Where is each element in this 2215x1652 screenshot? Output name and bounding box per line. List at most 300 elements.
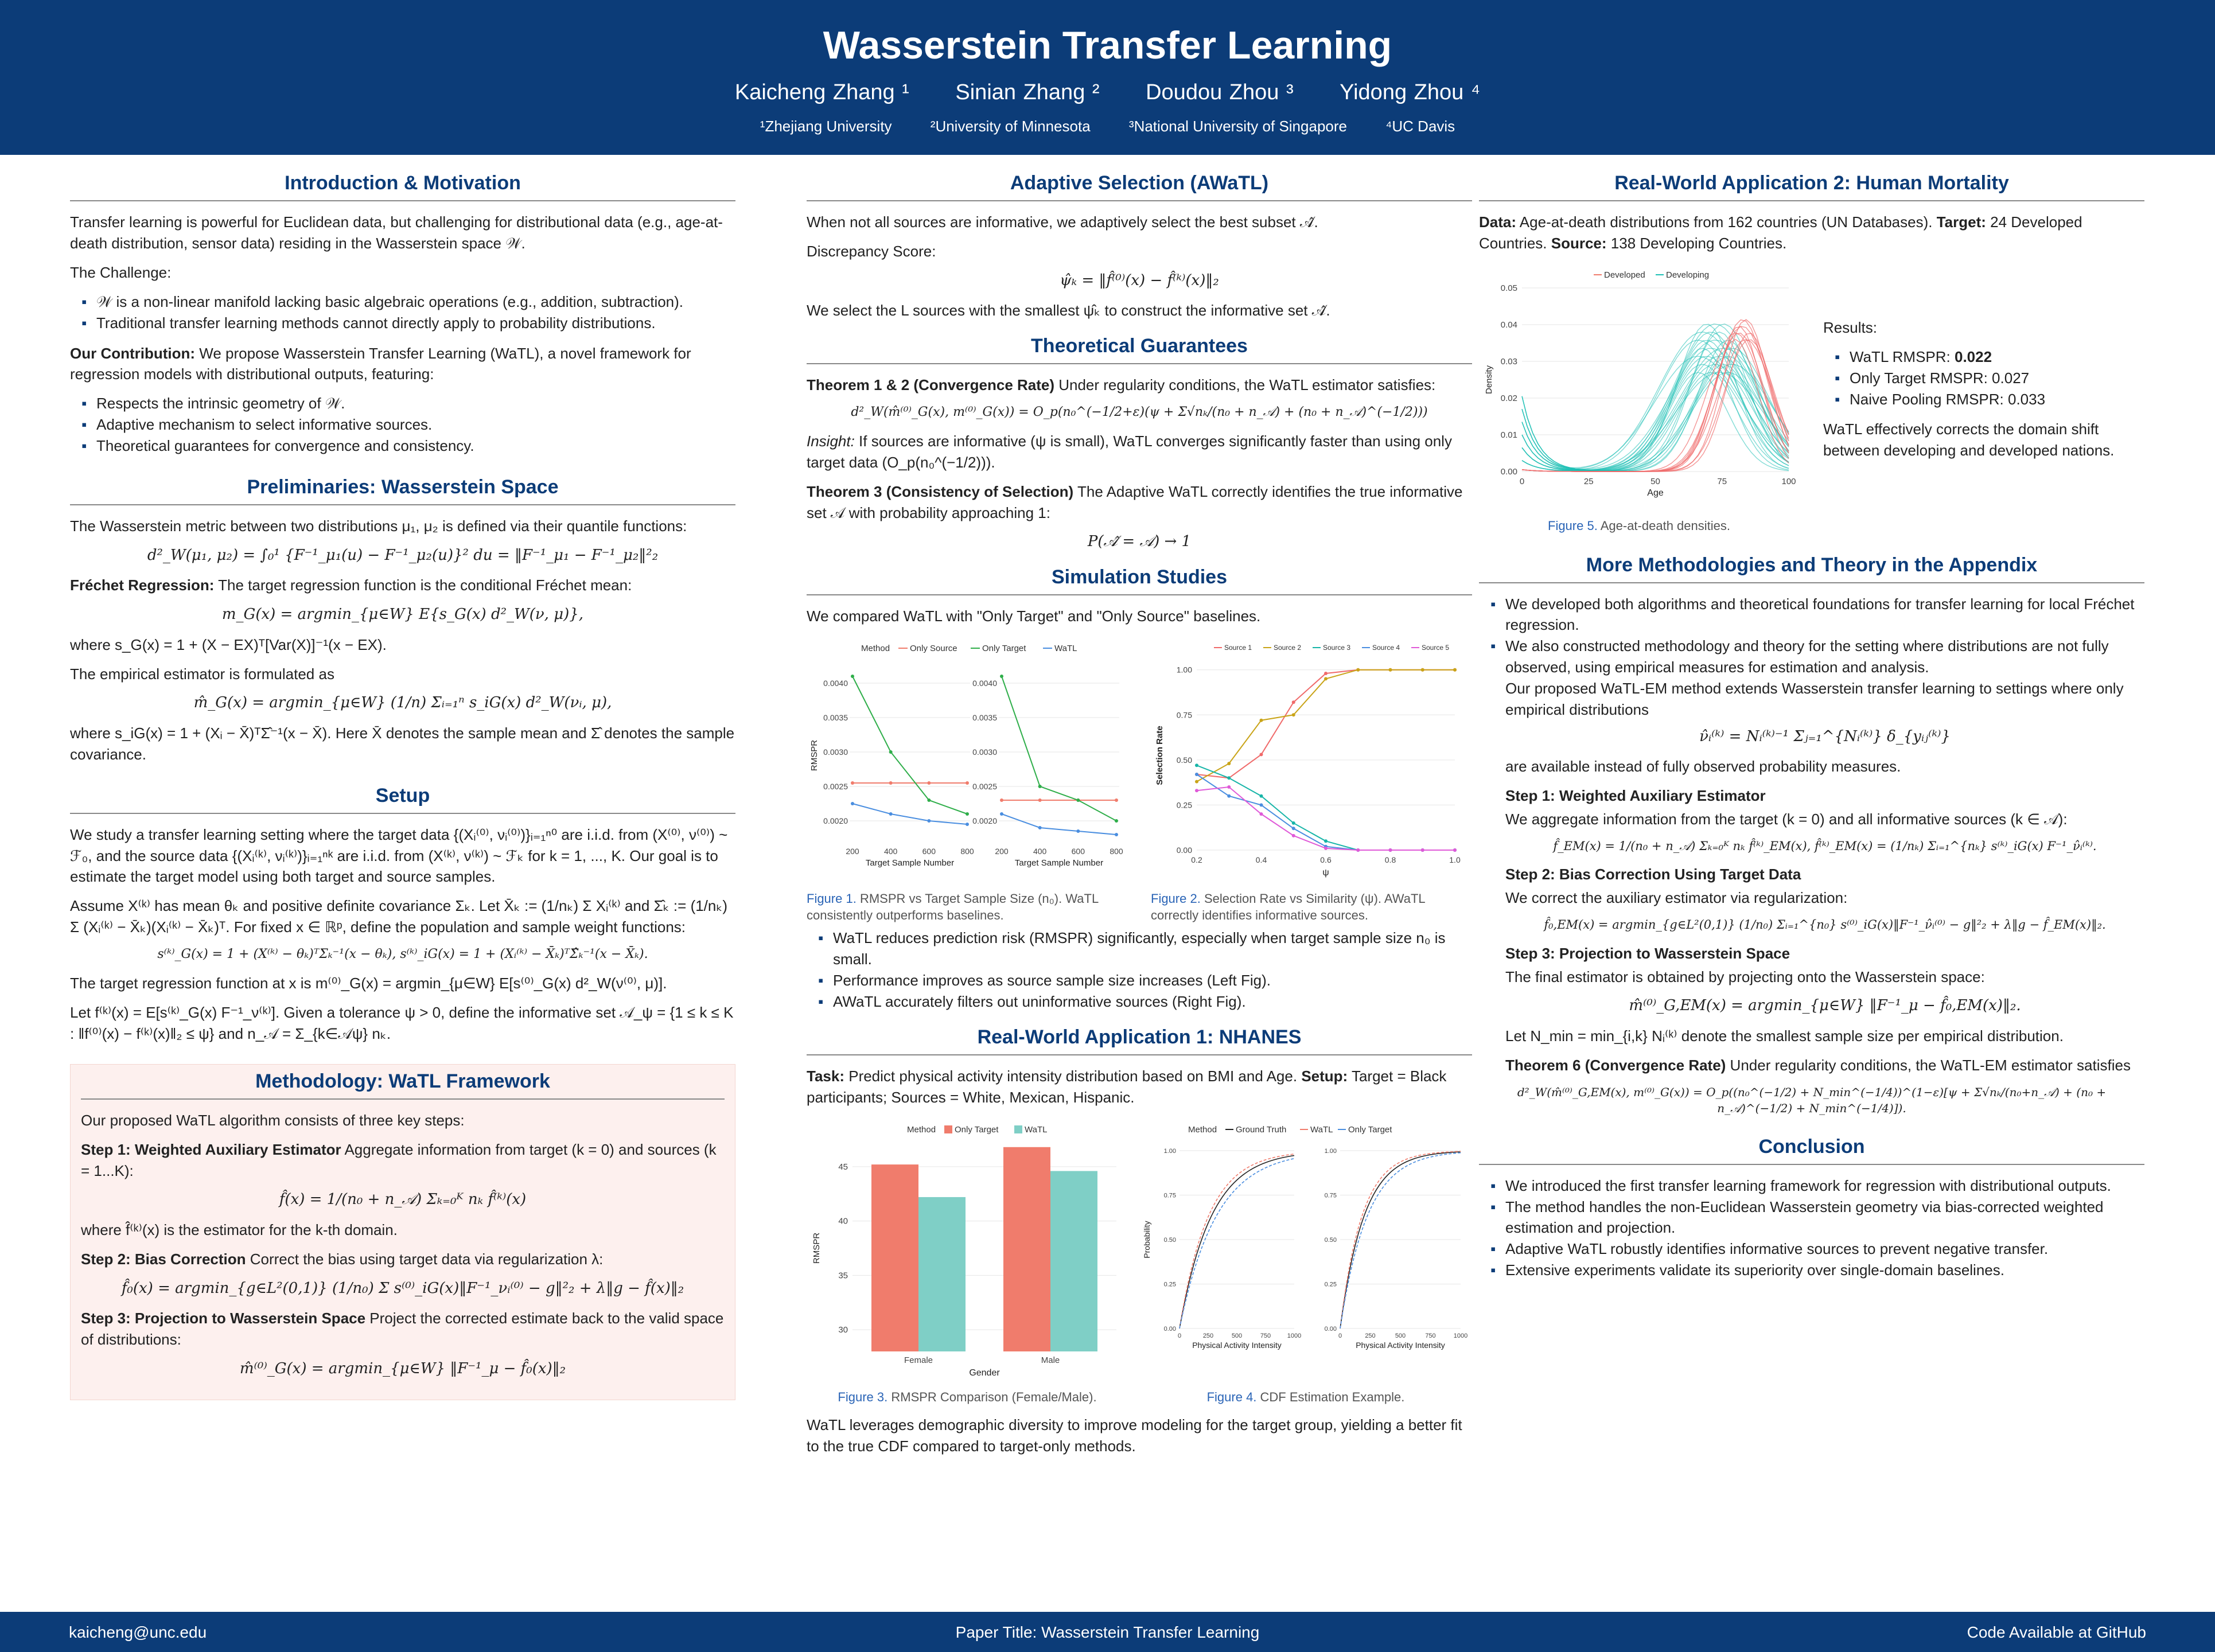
data-point bbox=[1227, 762, 1231, 765]
theorem-text: Theorem 1 & 2 (Convergence Rate) Under regularity conditions, the WaTL estimator satisfies: bbox=[807, 376, 1436, 394]
list-item: ▪ We developed both algorithms and theoretical foundations for transfer learning for local Fréchet regression. bbox=[1505, 594, 2144, 636]
data-point bbox=[1195, 780, 1198, 783]
tick-label: Male bbox=[1041, 1355, 1060, 1365]
data-point bbox=[1038, 798, 1042, 802]
equation: f̂₀,EM(x) = argmin_{g∈L²(0,1)} (1/n₀) Σᵢ₌₁^{n₀} s⁽⁰⁾_iG(x)‖F⁻¹_ν̂ᵢ⁽⁰⁾ − g‖²₂ + λ‖g − f̂_EM(x)‖₂. bbox=[1544, 918, 2106, 932]
tick-label: 0.0030 bbox=[972, 747, 997, 757]
column-left bbox=[70, 172, 735, 1400]
tick-label: 250 bbox=[1202, 1332, 1214, 1339]
section-title: Adaptive Selection (AWaTL) bbox=[807, 172, 1472, 201]
equation: d²_W(μ₁, μ₂) = ∫₀¹ {F⁻¹_μ₁(u) − F⁻¹_μ₂(u)}² du = ‖F⁻¹_μ₁ − F⁻¹_μ₂‖²₂ bbox=[147, 546, 659, 564]
figure-5 bbox=[1479, 262, 1812, 535]
data-point bbox=[1115, 833, 1118, 836]
mortality-section bbox=[1479, 172, 2144, 535]
prelim-text: The Wasserstein metric between two distributions μ₁, μ₂ is defined via their quantile functions: bbox=[70, 517, 687, 535]
data-point bbox=[1453, 848, 1457, 852]
data-point bbox=[1115, 819, 1118, 823]
tick-label: 0.01 bbox=[1500, 430, 1517, 440]
sim-text: We compared WaTL with "Only Target" and "Only Source" baselines. bbox=[807, 607, 1261, 625]
tick-label: 0.0025 bbox=[823, 781, 848, 791]
list-item: ▪ WaTL reduces prediction risk (RMSPR) significantly, especially when target sample size n₀ is small. bbox=[833, 928, 1472, 970]
equation: m̂_G(x) = argmin_{μ∈W} (1/n) Σᵢ₌₁ⁿ s_iG(x) d²_W(νᵢ, μ), bbox=[193, 694, 612, 712]
adaptive-section bbox=[807, 172, 1472, 321]
step-label: Step 3: Projection to Wasserstein Space bbox=[1505, 944, 1790, 962]
legend-label: Source 5 bbox=[1422, 643, 1450, 652]
tick-label: 800 bbox=[960, 846, 974, 856]
theorem-text: Theorem 3 (Consistency of Selection) The Adaptive WaTL correctly identifies the true informative set 𝒜 with probability approaching 1: bbox=[807, 482, 1463, 521]
equation: ψ̂ₖ = ‖f̂⁽⁰⁾(x) − f̂⁽ᵏ⁾(x)‖₂ bbox=[1060, 271, 1219, 289]
step-label: Step 2: Bias Correction Using Target Data bbox=[1505, 866, 1801, 883]
affiliation: ⁴UC Davis bbox=[1385, 118, 1455, 135]
setup-text: The target regression function at x is m⁽⁰⁾_G(x) = argmin_{μ∈W} E[s⁽⁰⁾_G(x) d²_W(ν⁽⁰⁾, μ)]. bbox=[70, 975, 667, 992]
equation: m_G(x) = argmin_{μ∈W} E{s_G(x) d²_W(ν, μ)}, bbox=[221, 606, 584, 624]
data-point bbox=[1260, 803, 1263, 806]
mortality-results bbox=[1812, 262, 2144, 535]
tick-label: 750 bbox=[1425, 1332, 1436, 1339]
tick-label: 500 bbox=[1395, 1332, 1406, 1339]
method-text: Our proposed WaTL algorithm consists of three key steps: bbox=[81, 1111, 465, 1129]
tick-label: 0.75 bbox=[1176, 710, 1192, 720]
results-label: Results: bbox=[1823, 318, 1877, 336]
adaptive-text: Discrepancy Score: bbox=[807, 242, 936, 260]
cdf-curve bbox=[1340, 1152, 1461, 1328]
tick-label: 0.0030 bbox=[823, 747, 848, 757]
tick-label: 0.75 bbox=[1163, 1192, 1176, 1199]
figure-caption: Figure 2. Selection Rate vs Similarity (ψ). AWaTL correctly identifies informative sources. bbox=[1151, 891, 1425, 923]
data-point bbox=[1389, 668, 1392, 671]
setup-text: Let f⁽ᵏ⁾(x) = E[s⁽ᵏ⁾_G(x) F⁻¹_ν⁽ᵏ⁾]. Given a tolerance ψ > 0, define the informative set 𝒜_ψ = {1 ≤ k ≤ K : ‖f⁽⁰⁾(x) − f⁽ᵏ⁾(x)‖₂ ≤ ψ} and n_𝒜 = Σ_{k∈𝒜ψ} nₖ. bbox=[70, 1003, 734, 1042]
tick-label: 0.8 bbox=[1384, 855, 1396, 864]
data-point bbox=[1292, 700, 1295, 704]
cdf-curve bbox=[1340, 1152, 1461, 1328]
data-point bbox=[889, 812, 893, 816]
prelim-section bbox=[70, 476, 735, 765]
legend-label: Only Source bbox=[910, 643, 957, 653]
list-item: ▪ Theoretical guarantees for convergence and consistency. bbox=[96, 435, 735, 457]
challenge-list bbox=[70, 291, 735, 334]
result-item: ▪ Naive Pooling RMSPR: 0.033 bbox=[1850, 389, 2144, 410]
developing-density-curve bbox=[1522, 340, 1789, 470]
fig2-chart bbox=[1151, 635, 1472, 887]
contribution-label: Our Contribution: bbox=[70, 344, 196, 362]
appendix-list bbox=[1479, 594, 2144, 720]
feature-list bbox=[70, 393, 735, 457]
tick-label: 0.0035 bbox=[972, 712, 997, 722]
equation: f̂_EM(x) = 1/(n₀ + n_𝒜) Σₖ₌₀ᴷ nₖ f̂⁽ᵏ⁾_EM(x), f̂⁽ᵏ⁾_EM(x) = (1/nₖ) Σᵢ₌₁^{nₖ} s⁽ᵏ⁾_iG(x) F⁻¹_ν̂ᵢ⁽ᵏ⁾. bbox=[1553, 839, 2097, 854]
axis-label: Selection Rate bbox=[1155, 726, 1165, 785]
data-point bbox=[851, 781, 854, 785]
mortality-body bbox=[1479, 262, 2144, 535]
legend-label: Source 2 bbox=[1274, 643, 1302, 652]
developing-density-curve bbox=[1522, 348, 1789, 470]
tick-label: 800 bbox=[1110, 846, 1123, 856]
data-point bbox=[1389, 848, 1392, 852]
data-point bbox=[1038, 785, 1042, 788]
section-title: Methodology: WaTL Framework bbox=[81, 1065, 725, 1100]
series-line-source-3 bbox=[1197, 765, 1455, 850]
cdf-curve bbox=[1179, 1158, 1294, 1328]
code-link[interactable]: Code Available at GitHub bbox=[1967, 1623, 2146, 1641]
axis-label: Physical Activity Intensity bbox=[1192, 1340, 1282, 1350]
list-item: ▪ The method handles the non-Euclidean Wasserstein geometry via bias-corrected weighted estimation and projection. bbox=[1505, 1197, 2144, 1239]
series-line-source-4 bbox=[1197, 774, 1455, 850]
equation: ν̂ᵢ⁽ᵏ⁾ = Nᵢ⁽ᵏ⁾⁻¹ Σⱼ₌₁^{Nᵢ⁽ᵏ⁾} δ_{yᵢⱼ⁽ᵏ⁾} bbox=[1699, 727, 1951, 745]
tick-label: 400 bbox=[883, 846, 898, 856]
tick-label: 0 bbox=[1519, 476, 1525, 486]
appendix-body bbox=[1479, 726, 2144, 1076]
tick-label: 1.00 bbox=[1163, 1147, 1176, 1155]
figure-caption: Figure 5. Age-at-death densities. bbox=[1548, 518, 1730, 533]
setup-text: Assume X⁽ᵏ⁾ has mean θₖ and positive definite covariance Σₖ. Let X̄ₖ := (1/nₖ) Σ Xᵢ⁽ᵏ⁾ and Σ̂ₖ := (1/nₖ) Σ (Xᵢ⁽ᵏ⁾ − X̄ₖ)(Xᵢ⁽ᵏ⁾ − X̄ₖ)ᵀ. For fixed x ∈ ℝᵖ, define the population and sample weight functions: bbox=[70, 897, 728, 936]
data-point bbox=[966, 781, 969, 785]
tick-label: 0 bbox=[1177, 1332, 1182, 1339]
conclusion-list bbox=[1479, 1175, 2144, 1281]
data-point bbox=[1292, 827, 1295, 830]
tick-label: 0.25 bbox=[1324, 1281, 1337, 1288]
tick-label: 0.03 bbox=[1500, 356, 1517, 367]
column-right bbox=[1479, 172, 2144, 1300]
equation: s⁽ᵏ⁾_G(x) = 1 + (X⁽ᵏ⁾ − θₖ)ᵀΣₖ⁻¹(x − θₖ), s⁽ᵏ⁾_iG(x) = 1 + (Xᵢ⁽ᵏ⁾ − X̄ₖ)ᵀΣ̂ₖ⁻¹(x − X̄ₖ). bbox=[157, 947, 648, 962]
tick-label: 40 bbox=[838, 1216, 848, 1226]
tick-label: 600 bbox=[1071, 846, 1085, 856]
data-point bbox=[966, 812, 969, 816]
author: Yidong Zhou ⁴ bbox=[1340, 80, 1481, 104]
bar-watl bbox=[918, 1197, 966, 1351]
tick-label: 25 bbox=[1583, 476, 1594, 486]
tick-label: 0.25 bbox=[1176, 800, 1192, 810]
theory-section bbox=[807, 335, 1472, 552]
tick-label: 0.50 bbox=[1163, 1236, 1176, 1244]
data-point bbox=[889, 781, 893, 785]
section-title: Theoretical Guarantees bbox=[807, 335, 1472, 364]
axis-label: Target Sample Number bbox=[1014, 858, 1104, 868]
tick-label: 0.00 bbox=[1324, 1325, 1337, 1332]
list-item: ▪ Respects the intrinsic geometry of 𝒲. bbox=[96, 393, 735, 414]
results-list bbox=[1823, 346, 2144, 410]
nhanes-figures bbox=[807, 1116, 1472, 1406]
developed-density-curve bbox=[1522, 326, 1789, 472]
legend-title: Method bbox=[861, 643, 890, 653]
appendix-text: are available instead of fully observed probability measures. bbox=[1505, 758, 1901, 776]
data-point bbox=[1195, 789, 1198, 792]
sim-figures bbox=[807, 635, 1472, 924]
appendix-text: The final estimator is obtained by projecting onto the Wasserstein space: bbox=[1505, 968, 1985, 985]
series-line-source-2 bbox=[1197, 669, 1455, 781]
bar-only-target bbox=[871, 1164, 918, 1351]
data-point bbox=[1324, 847, 1328, 850]
tick-label: 0.0035 bbox=[823, 712, 848, 722]
tick-label: 250 bbox=[1365, 1332, 1376, 1339]
tick-label: 0.50 bbox=[1324, 1236, 1337, 1244]
contribution-text: Our Contribution: We propose Wasserstein Transfer Learning (WaTL), a novel framework for regression models with distributional outputs, featuring: bbox=[70, 344, 691, 383]
column-middle bbox=[807, 172, 1472, 1476]
data-point bbox=[1000, 798, 1003, 802]
figure-caption: Figure 3. RMSPR Comparison (Female/Male). bbox=[838, 1389, 1097, 1404]
method-step: Step 3: Projection to Wasserstein Space Project the corrected estimate back to the valid space of distributions: bbox=[81, 1310, 724, 1348]
figure-2 bbox=[1151, 635, 1472, 924]
poster-footer bbox=[0, 1612, 2215, 1652]
data-point bbox=[1115, 798, 1118, 802]
data-point bbox=[1324, 677, 1328, 680]
tick-label: 0.02 bbox=[1500, 393, 1517, 403]
data-point bbox=[1260, 718, 1263, 722]
author: Doudou Zhou ³ bbox=[1146, 80, 1294, 104]
section-title: Preliminaries: Wasserstein Space bbox=[70, 476, 735, 505]
tick-label: 200 bbox=[995, 846, 1009, 856]
legend-label: Source 4 bbox=[1372, 643, 1400, 652]
tick-label: 1.00 bbox=[1176, 665, 1192, 675]
appendix-text: We correct the auxiliary estimator via regularization: bbox=[1505, 889, 1848, 907]
fig3-chart bbox=[807, 1116, 1128, 1386]
data-point bbox=[851, 675, 854, 678]
axis-label: RMSPR bbox=[812, 1232, 822, 1264]
legend-label: Developing bbox=[1666, 270, 1710, 280]
legend-label: Only Target bbox=[955, 1124, 999, 1135]
tick-label: 0 bbox=[1338, 1332, 1342, 1339]
author: Sinian Zhang ² bbox=[955, 80, 1100, 104]
developing-density-curve bbox=[1522, 348, 1789, 471]
tick-label: 0.4 bbox=[1255, 855, 1267, 864]
data-point bbox=[1260, 812, 1263, 816]
data-point bbox=[1292, 834, 1295, 837]
list-item: ▪ Extensive experiments validate its superiority over single-domain baselines. bbox=[1505, 1260, 2144, 1281]
method-step: Step 1: Weighted Auxiliary Estimator Aggregate information from target (k = 0) and sources (k = 1...K): bbox=[81, 1140, 717, 1179]
axis-label: Physical Activity Intensity bbox=[1356, 1340, 1445, 1350]
step-label: Step 1: Weighted Auxiliary Estimator bbox=[1505, 787, 1766, 805]
data-point bbox=[1260, 794, 1263, 797]
bar-watl bbox=[1050, 1171, 1097, 1351]
nhanes-text: WaTL leverages demographic diversity to improve modeling for the target group, yielding a better fit to the true CDF compared to target-only methods. bbox=[807, 1416, 1462, 1455]
tick-label: 35 bbox=[838, 1270, 848, 1280]
affiliation: ¹Zhejiang University bbox=[760, 118, 892, 135]
list-item: ▪ AWaTL accurately filters out uninformative sources (Right Fig). bbox=[833, 991, 1472, 1012]
legend-label: WaTL bbox=[1054, 643, 1077, 653]
data-point bbox=[927, 819, 931, 823]
data-point bbox=[1453, 668, 1457, 671]
tick-label: 75 bbox=[1717, 476, 1727, 486]
tick-label: 0.00 bbox=[1176, 845, 1192, 855]
section-title: Real-World Application 2: Human Mortality bbox=[1479, 172, 2144, 201]
data-point bbox=[1076, 798, 1080, 802]
theorem-text: Theorem 6 (Convergence Rate) Under regularity conditions, the WaTL-EM estimator satisfies bbox=[1505, 1056, 2131, 1074]
data-point bbox=[851, 802, 854, 805]
tick-label: 600 bbox=[922, 846, 936, 856]
list-item: ▪ Adaptive mechanism to select informative sources. bbox=[96, 414, 735, 435]
legend-label: Ground Truth bbox=[1236, 1124, 1287, 1135]
author: Kaicheng Zhang ¹ bbox=[734, 80, 909, 104]
legend-title: Method bbox=[1188, 1124, 1217, 1135]
appendix-text: We aggregate information from the target (k = 0) and all informative sources (k ∈ 𝒜): bbox=[1505, 811, 2068, 828]
fig1-chart bbox=[807, 635, 1139, 887]
developing-density-curve bbox=[1522, 348, 1789, 471]
equation: f̂₀(x) = argmin_{g∈L²(0,1)} (1/n₀) Σ s⁽⁰⁾_iG(x)‖F⁻¹_νᵢ⁽⁰⁾ − g‖²₂ + λ‖g − f̂(x)‖₂ bbox=[121, 1279, 684, 1297]
tick-label: 0.0020 bbox=[823, 816, 848, 825]
equation: d²_W(m̂⁽⁰⁾_G(x), m⁽⁰⁾_G(x)) = O_p(n₀^(−1/2+ε)(ψ + Σ√nₖ/(n₀ + n_𝒜) + (n₀ + n_𝒜)^(−1/2))) bbox=[851, 405, 1428, 420]
equation: P(𝒜̂ = 𝒜) → 1 bbox=[1087, 533, 1192, 551]
legend-label: Source 3 bbox=[1323, 643, 1351, 652]
nhanes-section bbox=[807, 1026, 1472, 1457]
mortality-text: Data: Age-at-death distributions from 162 countries (UN Databases). Target: 24 Developed Countries. Source: 138 Developing Countries. bbox=[1479, 213, 2082, 252]
data-point bbox=[1324, 839, 1328, 843]
legend-label: WaTL bbox=[1310, 1124, 1333, 1135]
prelim-text: where s_iG(x) = 1 + (Xᵢ − X̄)ᵀΣ̂⁻¹(x − X̄). Here X̄ denotes the sample mean and Σ̂ denotes the sample covariance. bbox=[70, 724, 735, 763]
list-item: ▪ 𝒲 is a non-linear manifold lacking basic algebraic operations (e.g., addition, subtraction). bbox=[96, 291, 735, 313]
legend-swatch bbox=[1014, 1125, 1022, 1133]
setup-text: We study a transfer learning setting where the target data {(Xᵢ⁽⁰⁾, νᵢ⁽⁰⁾)}ᵢ₌₁ⁿ⁰ are i.i.d. from (X⁽⁰⁾, ν⁽⁰⁾) ~ ℱ₀, and the source data {(Xᵢ⁽ᵏ⁾, νᵢ⁽ᵏ⁾)}ᵢ₌₁ⁿᵏ are i.i.d. from (X⁽ᵏ⁾, ν⁽ᵏ⁾) ~ ℱₖ for k = 1, ..., K. Our goal is to estimate the target model using both target and source samples. bbox=[70, 825, 728, 886]
axis-label: Density bbox=[1484, 365, 1494, 394]
tick-label: 0.50 bbox=[1176, 755, 1192, 765]
developing-density-curve bbox=[1522, 372, 1789, 471]
result-item: ▪ Only Target RMSPR: 0.027 bbox=[1850, 368, 2144, 389]
bar-only-target bbox=[1003, 1147, 1050, 1351]
list-item: ▪ Adaptive WaTL robustly identifies informative sources to prevent negative transfer. bbox=[1505, 1238, 2144, 1260]
section-title: Setup bbox=[70, 785, 735, 814]
tick-label: 0.2 bbox=[1191, 855, 1202, 864]
poster-title: Wasserstein Transfer Learning bbox=[823, 24, 1392, 67]
data-point bbox=[1324, 672, 1328, 675]
tick-label: 200 bbox=[846, 846, 859, 856]
series-line-only-target bbox=[1002, 676, 1116, 821]
axis-label: Age bbox=[1647, 488, 1664, 498]
data-point bbox=[1227, 785, 1231, 789]
data-point bbox=[1000, 812, 1003, 816]
tick-label: 0.04 bbox=[1500, 320, 1517, 330]
data-point bbox=[1421, 668, 1424, 671]
insight-text: Insight: If sources are informative (ψ is small), WaTL converges significantly faster than using only target data (O_p(n₀^(−1/2))). bbox=[807, 432, 1452, 471]
intro-text: Transfer learning is powerful for Euclidean data, but challenging for distributional data (e.g., age-at-death distribution, sensor data) residing in the Wasserstein space 𝒲. bbox=[70, 213, 723, 252]
result-item: ▪ WaTL RMSPR: 0.022 bbox=[1850, 346, 2144, 368]
fig4-chart bbox=[1139, 1116, 1472, 1386]
axis-label: Target Sample Number bbox=[865, 858, 955, 868]
tick-label: 1.0 bbox=[1449, 855, 1461, 864]
prelim-text: where s_G(x) = 1 + (X − EX)ᵀ[Var(X)]⁻¹(x − EX). bbox=[70, 636, 387, 653]
section-title: Introduction & Motivation bbox=[70, 172, 735, 201]
developed-density-curve bbox=[1522, 339, 1789, 471]
tick-label: 0.00 bbox=[1500, 466, 1517, 477]
cdf-curve bbox=[1340, 1151, 1461, 1328]
data-point bbox=[1000, 675, 1003, 678]
legend-label: WaTL bbox=[1025, 1124, 1048, 1135]
tick-label: 1000 bbox=[1453, 1332, 1468, 1339]
affiliation: ²University of Minnesota bbox=[930, 118, 1091, 135]
tick-label: 0.00 bbox=[1163, 1325, 1176, 1332]
tick-label: 0.75 bbox=[1324, 1192, 1337, 1199]
equation: d²_W(m̂⁽⁰⁾_G,EM(x), m⁽⁰⁾_G(x)) = O_p((n₀^(−1/2) + N_min^(−1/4))^(1−ε)[ψ + Σ√nₖ/(n₀+n_𝒜) + (n₀ + n_𝒜)^(−1/2) + N_min^(−1/4)]). bbox=[1517, 1085, 2107, 1115]
series-line-only-target bbox=[852, 676, 967, 814]
footer-paper-title: Paper Title: Wasserstein Transfer Learning bbox=[955, 1623, 1260, 1641]
data-point bbox=[1195, 763, 1198, 767]
section-title: Real-World Application 1: NHANES bbox=[807, 1026, 1472, 1055]
contact-email[interactable]: kaicheng@unc.edu bbox=[69, 1623, 207, 1641]
mortality-text: WaTL effectively corrects the domain shift between developing and developed nations. bbox=[1823, 420, 2115, 459]
axis-label: Gender bbox=[969, 1367, 1000, 1378]
equation: f̂(x) = 1/(n₀ + n_𝒜) Σₖ₌₀ᴷ nₖ f̂⁽ᵏ⁾(x) bbox=[279, 1191, 527, 1209]
tick-label: 0.0040 bbox=[823, 678, 848, 688]
data-point bbox=[966, 823, 969, 826]
developed-density-curve bbox=[1522, 339, 1789, 471]
data-point bbox=[1292, 713, 1295, 716]
figure-4 bbox=[1139, 1116, 1472, 1406]
tick-label: 400 bbox=[1033, 846, 1047, 856]
figure-caption: Figure 1. RMSPR vs Target Sample Size (n₀). WaTL consistently outperforms baselines. bbox=[807, 891, 1099, 923]
affiliation-list bbox=[0, 118, 2215, 135]
affiliation: ³National University of Singapore bbox=[1128, 118, 1347, 135]
data-point bbox=[1356, 848, 1360, 852]
series-line-source-1 bbox=[1197, 669, 1455, 778]
method-text: where f̂⁽ᵏ⁾(x) is the estimator for the k-th domain. bbox=[81, 1221, 398, 1238]
tick-label: 1000 bbox=[1287, 1332, 1302, 1339]
data-point bbox=[927, 781, 931, 785]
poster-header bbox=[0, 0, 2215, 155]
tick-label: 0.0020 bbox=[972, 816, 997, 825]
list-item: ▪ We also constructed methodology and theory for the setting where distributions are not fully observed, using empirical measures for estimation and analysis. Our proposed WaTL-EM method extends Wasserstein transfer learning to settings where only empirical distributions bbox=[1505, 636, 2144, 720]
tick-label: 1.00 bbox=[1324, 1147, 1337, 1155]
intro-section bbox=[70, 172, 735, 457]
series-line-watl bbox=[852, 804, 967, 824]
figure-1 bbox=[807, 635, 1139, 924]
data-point bbox=[1292, 821, 1295, 825]
tick-label: 30 bbox=[838, 1324, 848, 1335]
tick-label: 0.6 bbox=[1320, 855, 1332, 864]
fig5-chart bbox=[1479, 262, 1812, 515]
figure-3 bbox=[807, 1116, 1128, 1406]
data-point bbox=[1356, 668, 1360, 671]
equation: m̂⁽⁰⁾_G(x) = argmin_{μ∈W} ‖F⁻¹_μ − f̂₀(x)‖₂ bbox=[239, 1359, 566, 1377]
series-line-watl bbox=[1002, 814, 1116, 835]
tick-label: 750 bbox=[1260, 1332, 1271, 1339]
nhanes-text: Task: Predict physical activity intensity distribution based on BMI and Age. Setup: Target = Black participants; Sources = White, Mexican, Hispanic. bbox=[807, 1067, 1447, 1106]
tick-label: 0.0025 bbox=[972, 781, 997, 791]
tick-label: 0.25 bbox=[1163, 1281, 1176, 1288]
tick-label: Female bbox=[904, 1355, 933, 1365]
axis-label: RMSPR bbox=[809, 739, 819, 771]
data-point bbox=[927, 798, 931, 802]
author-list bbox=[0, 80, 2215, 105]
section-title: Simulation Studies bbox=[807, 566, 1472, 595]
setup-section bbox=[70, 785, 735, 1045]
data-point bbox=[1038, 826, 1042, 829]
section-title: Conclusion bbox=[1479, 1136, 2144, 1165]
tick-label: 50 bbox=[1650, 476, 1660, 486]
data-point bbox=[889, 750, 893, 754]
challenge-label: The Challenge: bbox=[70, 263, 172, 281]
list-item: ▪ We introduced the first transfer learning framework for regression with distributional outputs. bbox=[1505, 1175, 2144, 1197]
legend-label: Only Target bbox=[982, 643, 1026, 653]
adaptive-text: We select the L sources with the smallest ψ̂ₖ to construct the informative set 𝒜̂. bbox=[807, 302, 1330, 320]
prelim-text: The empirical estimator is formulated as bbox=[70, 665, 334, 683]
tick-label: 0.0040 bbox=[972, 678, 997, 688]
tick-label: 100 bbox=[1781, 476, 1796, 486]
cdf-curve bbox=[1179, 1155, 1294, 1328]
tick-label: 45 bbox=[838, 1162, 848, 1172]
methodology-box bbox=[70, 1064, 735, 1401]
simulation-section bbox=[807, 566, 1472, 1012]
list-item: ▪ Performance improves as source sample size increases (Left Fig). bbox=[833, 970, 1472, 991]
data-point bbox=[1227, 776, 1231, 780]
data-point bbox=[1227, 794, 1231, 797]
data-point bbox=[1260, 753, 1263, 756]
appendix-section bbox=[1479, 554, 2144, 1116]
legend-label: Developed bbox=[1604, 270, 1645, 280]
legend-label: Only Target bbox=[1348, 1124, 1392, 1135]
figure-caption: Figure 4. CDF Estimation Example. bbox=[1206, 1389, 1405, 1404]
tick-label: 0.05 bbox=[1500, 283, 1517, 293]
sim-bullets bbox=[807, 928, 1472, 1012]
legend-title: Method bbox=[907, 1124, 936, 1135]
legend-swatch bbox=[944, 1125, 952, 1133]
frechet-text: Fréchet Regression: The target regression function is the conditional Fréchet mean: bbox=[70, 576, 632, 594]
data-point bbox=[1195, 773, 1198, 776]
